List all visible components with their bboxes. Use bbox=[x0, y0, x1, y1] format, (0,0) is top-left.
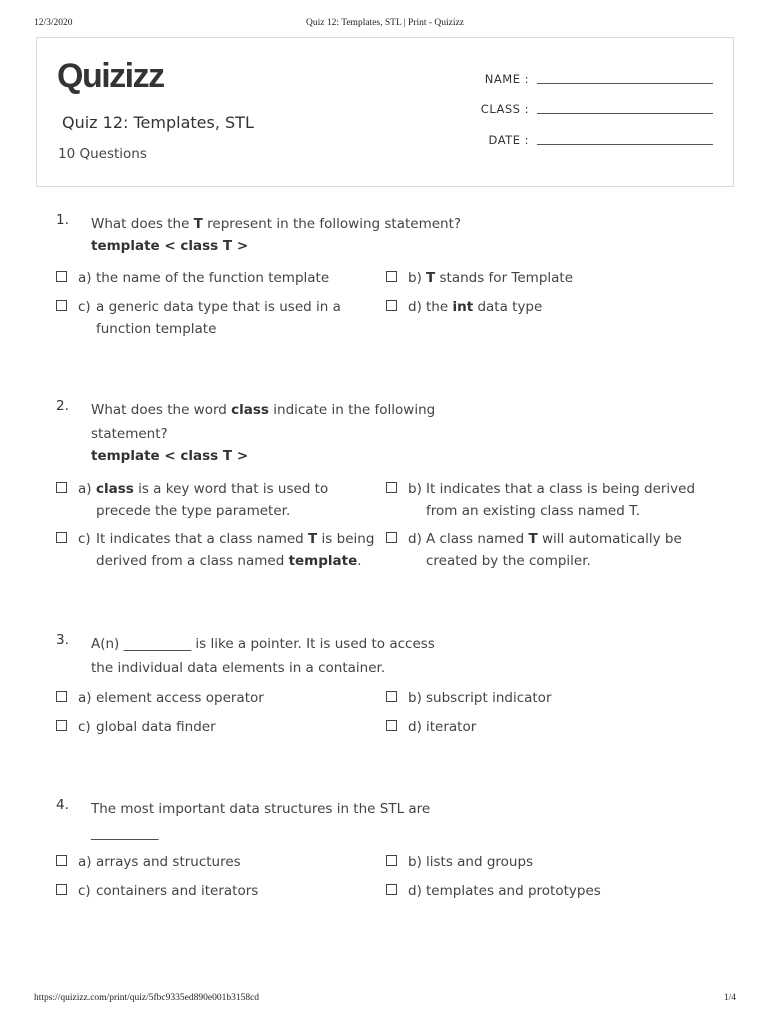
checkbox[interactable] bbox=[386, 691, 397, 702]
checkbox[interactable] bbox=[386, 720, 397, 731]
quiz-header-card bbox=[36, 37, 734, 187]
checkbox[interactable] bbox=[56, 691, 67, 702]
page-number: 1/4 bbox=[723, 993, 736, 1003]
date-line bbox=[537, 143, 713, 145]
question-code: template < class T > bbox=[91, 238, 249, 254]
quiz-title: Quiz 12: Templates, STL bbox=[62, 113, 254, 132]
question-text: What does the word class indicate in the following statement? bbox=[91, 402, 436, 442]
class-label: CLASS : bbox=[480, 102, 529, 116]
print-header bbox=[0, 18, 770, 32]
checkbox[interactable] bbox=[56, 271, 67, 282]
class-line bbox=[537, 112, 713, 114]
question-number: 3. bbox=[56, 632, 69, 648]
checkbox[interactable] bbox=[386, 855, 397, 866]
name-field[interactable] bbox=[485, 72, 713, 86]
print-url: https://quizizz.com/print/quiz/5fbc9335ed890e001b3158cd bbox=[34, 993, 260, 1003]
print-title: Quiz 12: Templates, STL | Print - Quizizz bbox=[306, 18, 464, 28]
checkbox[interactable] bbox=[56, 720, 67, 731]
checkbox[interactable] bbox=[56, 532, 67, 543]
checkbox[interactable] bbox=[386, 271, 397, 282]
question-number: 4. bbox=[56, 797, 69, 813]
svg-text:Quizizz: Quizizz bbox=[57, 57, 164, 95]
checkbox[interactable] bbox=[386, 532, 397, 543]
question-text: What does the T represent in the following statement? bbox=[91, 216, 462, 232]
date-label: DATE : bbox=[488, 133, 529, 147]
question-count: 10 Questions bbox=[58, 146, 147, 162]
checkbox[interactable] bbox=[56, 884, 67, 895]
checkbox[interactable] bbox=[56, 300, 67, 311]
print-date: 12/3/2020 bbox=[34, 18, 73, 28]
quizizz-logo bbox=[57, 56, 197, 96]
checkbox[interactable] bbox=[386, 300, 397, 311]
checkbox[interactable] bbox=[386, 884, 397, 895]
name-label: NAME : bbox=[484, 72, 529, 86]
checkbox[interactable] bbox=[56, 855, 67, 866]
checkbox[interactable] bbox=[56, 482, 67, 493]
checkbox[interactable] bbox=[386, 482, 397, 493]
question-number: 2. bbox=[56, 398, 69, 414]
class-field[interactable] bbox=[481, 102, 713, 116]
question-code: template < class T > bbox=[91, 448, 249, 464]
date-field[interactable] bbox=[489, 133, 713, 147]
name-line bbox=[537, 82, 713, 84]
question-number: 1. bbox=[56, 212, 69, 228]
question-text: A(n) __________ is like a pointer. It is used to access the individual data elements in a container. bbox=[91, 636, 435, 676]
question-text: The most important data structures in the STL are __________ bbox=[91, 801, 431, 841]
